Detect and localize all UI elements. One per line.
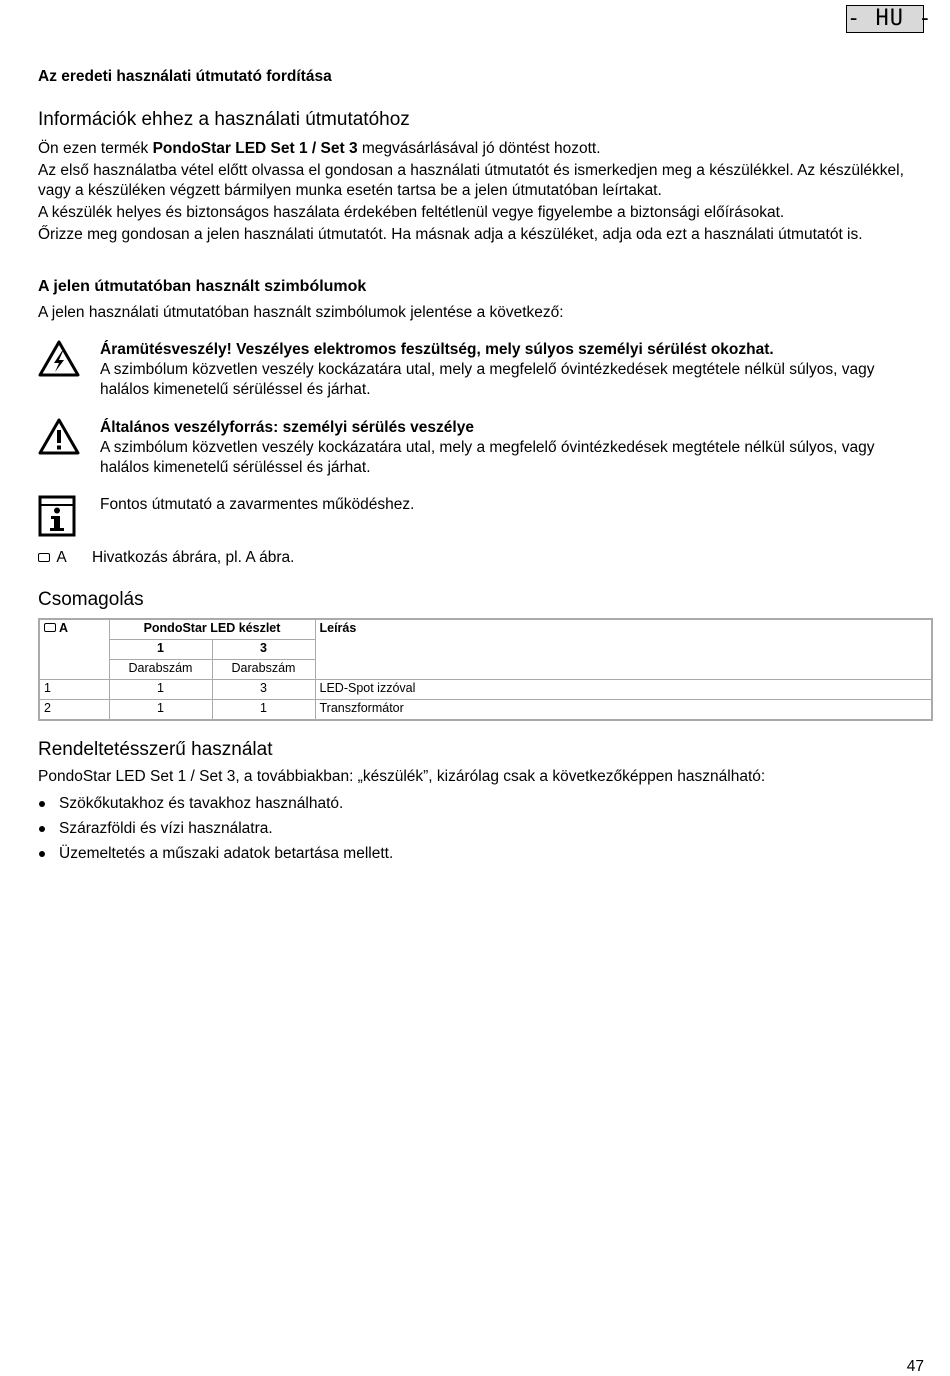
header-set3: 3: [212, 640, 315, 660]
general-hazard-icon: [38, 418, 80, 461]
header-ref: [39, 619, 109, 680]
header-qty3: Darabszám: [212, 660, 315, 680]
intended-use-heading: Rendeltetésszerű használat: [38, 739, 273, 760]
info-p1-pre: Ön ezen termék: [38, 140, 153, 157]
cell-ref: 2: [39, 700, 109, 721]
figure-frame-icon: [44, 623, 56, 632]
bullet-icon: [39, 826, 45, 832]
info-paragraph-2: Az első használatba vétel előtt olvassa el gondosan a használati útmutatót és ismerkedjen meg a készülékkel. Az készülékkel, vagy a készüléken végzett bármilyen munka esetén tartsa be a jelen útmutatóban leírtakat.: [38, 162, 904, 199]
electric-hazard-icon: [38, 340, 80, 383]
header-desc: Leírás: [315, 619, 932, 680]
translation-heading: Az eredeti használati útmutató fordítása: [38, 68, 332, 85]
header-set1: 1: [109, 640, 212, 660]
figure-ref-text: Hivatkozás ábrára, pl. A ábra.: [92, 549, 295, 566]
figure-ref-letter: A: [56, 549, 67, 566]
cell-set3: 1: [212, 700, 315, 721]
table-row: [39, 700, 932, 721]
cell-set1: 1: [109, 680, 212, 700]
symbol-text-general: A szimbólum közvetlen veszély kockázatára utal, mely a megfelelő óvintézkedések megtétele nélkül súlyos, vagy halálos kimenetelű sérüléssel és járhat.: [100, 439, 875, 476]
info-icon: [38, 495, 76, 542]
header-set: PondoStar LED készlet: [109, 619, 315, 640]
figure-reference: [38, 549, 295, 567]
cell-set3: 3: [212, 680, 315, 700]
symbol-title-general: Általános veszélyforrás: személyi sérülés veszélye: [100, 419, 474, 436]
cell-ref: 1: [39, 680, 109, 700]
info-paragraphs: [38, 139, 918, 247]
symbol-title-electric: Áramütésveszély! Veszélyes elektromos feszültség, mely súlyos személyi sérülést okozhat.: [100, 341, 774, 358]
packaging-table: [38, 618, 933, 721]
product-name: PondoStar LED Set 1 / Set 3: [152, 140, 358, 157]
bullet-icon: [39, 851, 45, 857]
symbol-text-info: Fontos útmutató a zavarmentes működéshez.: [100, 496, 415, 513]
cell-desc: LED-Spot izzóval: [315, 680, 932, 700]
figure-frame-icon: [38, 553, 50, 562]
page-number: 47: [906, 1358, 924, 1375]
info-paragraph-3: A készülék helyes és biztonságos haszálata érdekében feltétlenül vegye figyelembe a biztonsági előírásokat.: [38, 204, 785, 221]
list-item-text: Üzemeltetés a műszaki adatok betartása mellett.: [59, 845, 394, 862]
header-ref-label: A: [59, 621, 69, 635]
list-item: [38, 844, 393, 869]
symbol-text-electric: A szimbólum közvetlen veszély kockázatára utal, mely a megfelelő óvintézkedések megtétele nélkül súlyos, vagy halálos kimenetelű sérüléssel és járhat.: [100, 361, 875, 398]
info-paragraph-1: [38, 139, 918, 159]
symbol-row-info: [38, 495, 918, 537]
packaging-heading: Csomagolás: [38, 589, 144, 610]
list-item: [38, 819, 393, 844]
cell-desc: Transzformátor: [315, 700, 932, 721]
info-paragraph-4: Őrizze meg gondosan a jelen használati útmutatót. Ha másnak adja a készüléket, adja oda ezt a használati útmutatót is.: [38, 226, 863, 243]
symbols-heading: A jelen útmutatóban használt szimbólumok: [38, 278, 367, 295]
symbol-row-electric: [38, 340, 918, 402]
info-heading: Információk ehhez a használati útmutatóhoz: [38, 109, 410, 130]
cell-set1: 1: [109, 700, 212, 721]
list-item-text: Szökőkutakhoz és tavakhoz használható.: [59, 795, 344, 812]
intended-use-list: [38, 794, 393, 869]
symbol-row-general: [38, 418, 918, 480]
symbols-intro: A jelen használati útmutatóban használt szimbólumok jelentése a következő:: [38, 304, 564, 321]
list-item: [38, 794, 393, 819]
intended-use-intro: PondoStar LED Set 1 / Set 3, a továbbiakban: „készülék”, kizárólag csak a következőképpen használható:: [38, 768, 766, 785]
list-item-text: Szárazföldi és vízi használatra.: [59, 820, 273, 837]
header-qty1: Darabszám: [109, 660, 212, 680]
language-badge: - HU -: [847, 6, 933, 31]
info-p1-post: megvásárlásával jó döntést hozott.: [357, 140, 601, 157]
table-row: [39, 680, 932, 700]
bullet-icon: [39, 801, 45, 807]
table-header-row: [39, 619, 932, 640]
